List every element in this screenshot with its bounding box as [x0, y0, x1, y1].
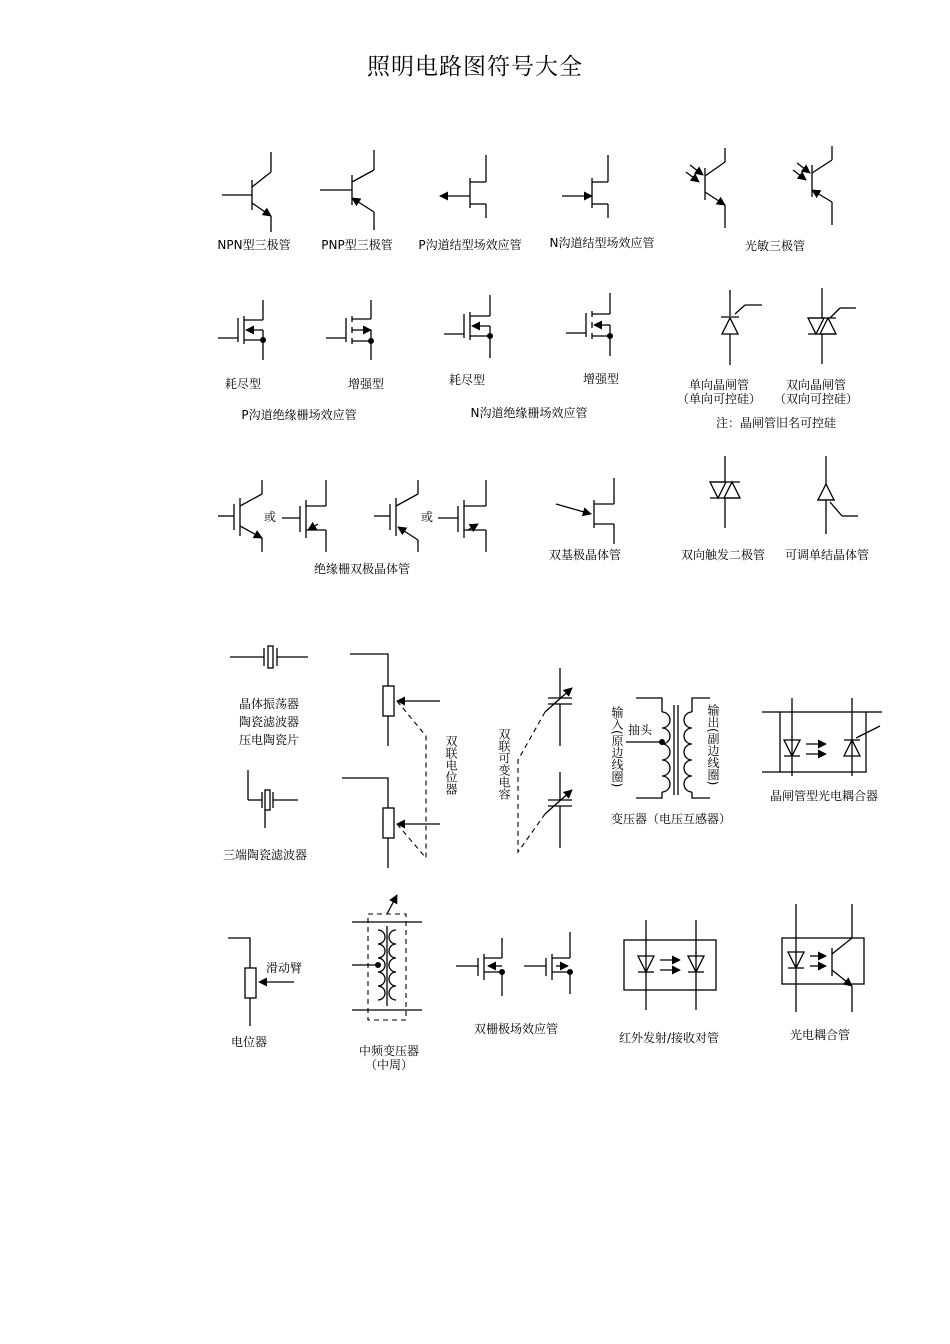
p-enhancement-label: 增强型 [347, 377, 385, 391]
potentiometer-symbol [228, 938, 294, 1026]
ujt-label: 双基极晶体管 [548, 548, 622, 562]
or-label-2: 或 [420, 510, 434, 524]
igbt-symbol-b [282, 480, 326, 552]
p-depletion-label: 耗尽型 [224, 377, 262, 391]
n-mosfet-group-label: N沟道绝缘栅场效应管 [470, 406, 588, 420]
pnp-transistor-symbol [320, 150, 374, 230]
scr-label [677, 378, 761, 406]
p-mosfet-group-label: P沟道绝缘栅场效应管 [241, 408, 357, 422]
scr-label-line2: （单向可控硅） [676, 392, 762, 406]
put-label: 可调单结晶体管 [784, 548, 870, 562]
dual-gate-mosfet-symbol-a [456, 938, 505, 996]
triac-label-line2: （双向可控硅） [773, 392, 859, 406]
ujt-symbol [556, 478, 614, 544]
transformer-tap-label: 抽头 [628, 723, 653, 737]
p-mosfet-depletion-symbol [218, 300, 266, 360]
pnp-label: PNP型三极管 [321, 238, 393, 252]
igbt-symbol-c [374, 480, 418, 552]
ir-pair-label: 红外发射/接收对管 [618, 1031, 720, 1045]
transformer-output-label: 输出(副边线圈) [706, 704, 720, 786]
optocoupler-label: 光电耦合管 [789, 1028, 851, 1042]
n-mosfet-enhancement-symbol [566, 293, 613, 356]
page-title: 照明电路图符号大全 [367, 54, 583, 80]
phototransistor-npn-symbol [686, 148, 725, 228]
n-mosfet-depletion-symbol [444, 295, 493, 358]
npn-label: NPN型三极管 [217, 238, 291, 252]
scr-thyristor-symbol [721, 290, 762, 365]
dual-potentiometer-symbol [342, 654, 440, 868]
dual-pot-label: 双联电位器 [444, 735, 458, 795]
n-jfet-label: N沟道结型场效应管 [549, 236, 655, 250]
if-transformer-label [359, 1044, 419, 1072]
if-transformer-label-line2: （中周） [364, 1058, 414, 1072]
crystal-oscillator-symbol [230, 646, 308, 668]
n-jfet-symbol [562, 155, 608, 218]
crystal-label [239, 695, 299, 749]
dual-variable-capacitor-symbol [518, 668, 572, 852]
triac-symbol [808, 288, 856, 364]
or-label-1: 或 [263, 510, 277, 524]
dual-gate-label: 双栅极场效应管 [473, 1022, 559, 1036]
ceramic-filter-3-terminal-symbol [248, 770, 298, 828]
n-depletion-label: 耗尽型 [448, 373, 486, 387]
scr-optocoupler-label: 晶闸管型光电耦合器 [769, 789, 879, 803]
phototransistor-label: 光敏三极管 [744, 239, 806, 253]
slider-arm-label: 滑动臂 [266, 961, 303, 975]
diac-symbol [710, 456, 740, 528]
crystal-label-line1: 晶体振荡器 [238, 697, 300, 711]
dual-cap-label: 双联可变电容 [497, 728, 511, 800]
transformer-input-label: 输入(原边线圈) [610, 706, 624, 788]
ir-emitter-receiver-symbol [624, 920, 716, 1010]
if-transformer-label-line1: 中频变压器 [358, 1044, 420, 1058]
npn-transistor-symbol [222, 152, 271, 232]
p-jfet-label: P沟道结型场效应管 [418, 238, 522, 252]
optocoupler-symbol [782, 904, 864, 1012]
triac-label-line1: 双向晶闸管 [785, 378, 847, 392]
put-symbol [817, 456, 858, 534]
p-mosfet-enhancement-symbol [326, 300, 374, 360]
n-enhancement-label: 增强型 [582, 372, 620, 386]
ceramic3-label: 三端陶瓷滤波器 [222, 848, 308, 862]
if-transformer-symbol [352, 895, 422, 1020]
igbt-symbol-a [218, 480, 262, 552]
transformer-label: 变压器（电压互感器） [610, 812, 732, 826]
scr-label-line1: 单向晶闸管 [688, 378, 750, 392]
crystal-label-line2: 陶瓷滤波器 [238, 715, 300, 729]
p-jfet-symbol [440, 155, 486, 218]
crystal-label-line3: 压电陶瓷片 [238, 733, 300, 747]
igbt-label: 绝缘栅双极晶体管 [313, 562, 411, 576]
scr-optocoupler-symbol [762, 698, 882, 776]
thyristor-note: 注：晶闸管旧名可控硅 [715, 416, 837, 430]
dual-gate-mosfet-symbol-b [524, 932, 573, 994]
triac-label [774, 378, 858, 406]
igbt-symbol-d [438, 480, 486, 552]
transformer-symbol [626, 698, 710, 798]
diac-label: 双向触发二极管 [680, 548, 766, 562]
phototransistor-pnp-symbol [793, 146, 832, 225]
potentiometer-label: 电位器 [230, 1035, 268, 1049]
